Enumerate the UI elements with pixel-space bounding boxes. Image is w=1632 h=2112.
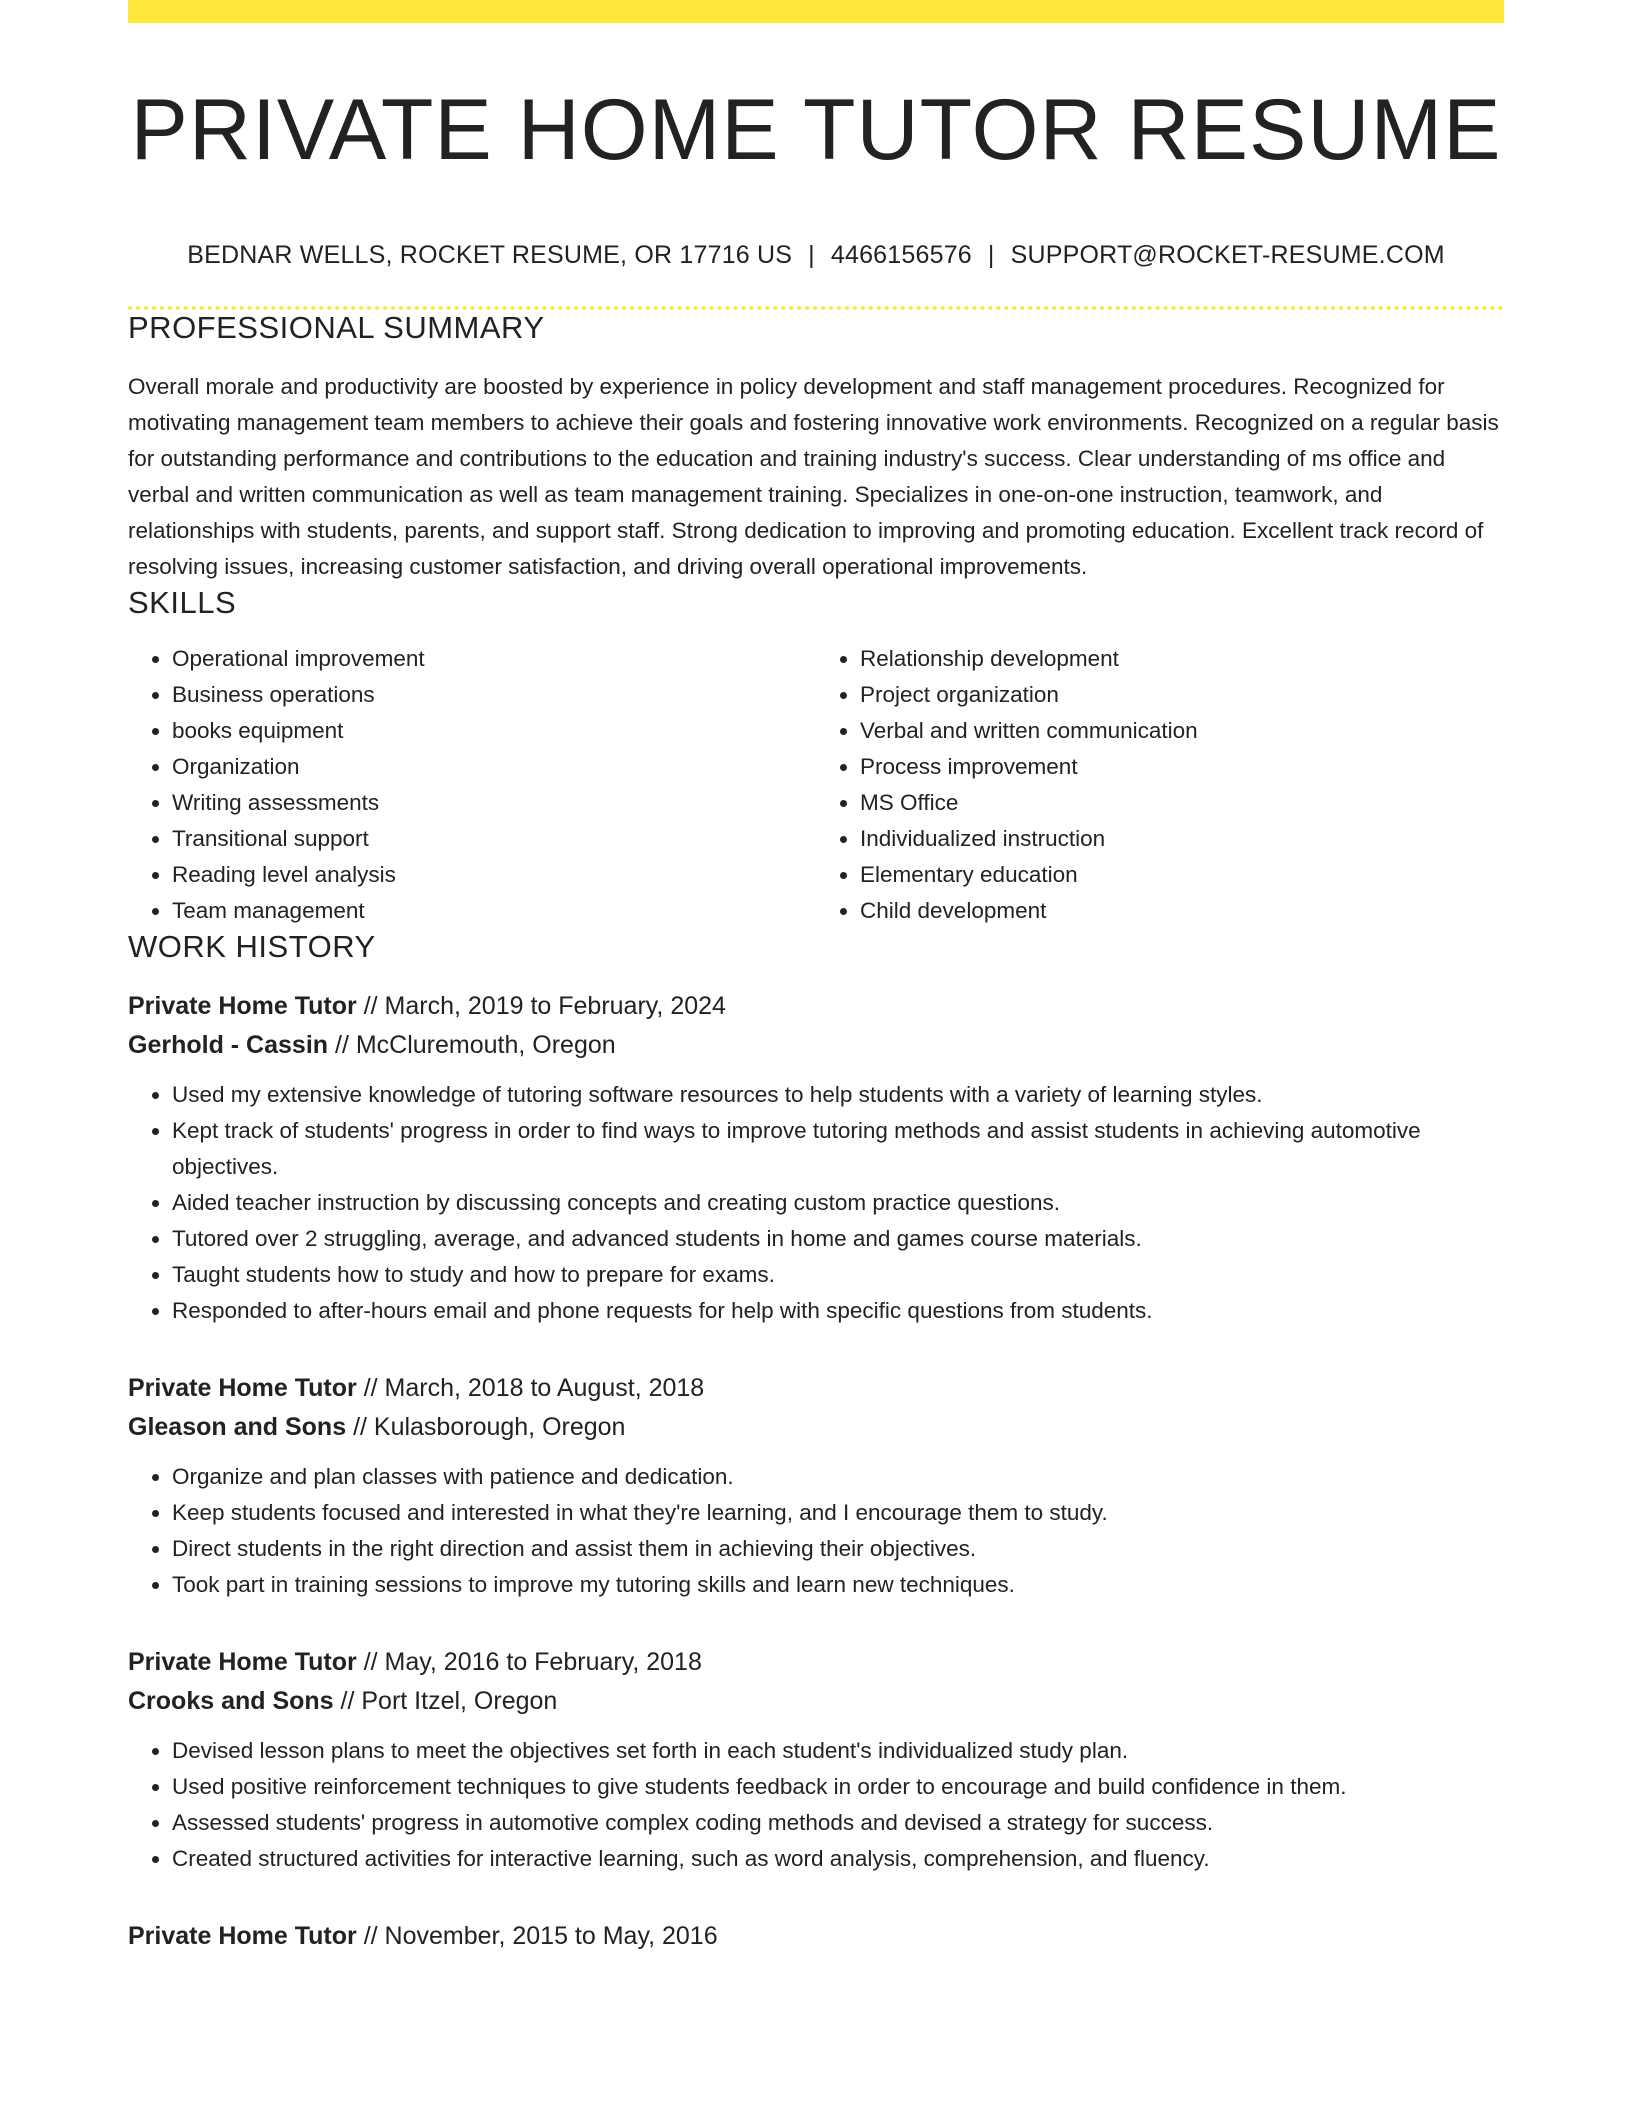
job-company-line: [128, 1682, 1504, 1721]
job-company: Crooks and Sons: [128, 1686, 334, 1715]
job-bullet: • Organize and plan classes with patience and dedication.: [172, 1459, 1504, 1495]
summary-text: Overall morale and productivity are boosted by experience in policy development and staff management procedures. Recognized for motivating management team members to achieve their goals and fostering innovative work environments. Recognized on a regular basis for outstanding performance and contributions to the education and training industry's success. Clear understanding of ms office and verbal and written communication as well as team management training. Specializes in one-on-one instruction, teamwork, and relationships with students, parents, and support staff. Strong dedication to improving and promoting education. Excellent track record of resolving issues, increasing customer satisfaction, and driving overall operational improvements.: [128, 373, 1499, 579]
job-bullet: • Took part in training sessions to improve my tutoring skills and learn new techniques.: [172, 1567, 1504, 1603]
job-location: // Kulasborough, Oregon: [353, 1412, 626, 1441]
contact-separator: |: [808, 240, 815, 269]
skill-item: • Verbal and written communication: [860, 713, 1504, 749]
resume-title: PRIVATE HOME TUTOR RESUME: [130, 82, 1502, 178]
job-company: Gleason and Sons: [128, 1412, 347, 1441]
skill-item: • Team management: [172, 893, 816, 929]
job-bullet: • Created structured activities for interactive learning, such as word analysis, comprehension, and fluency.: [172, 1841, 1504, 1877]
skills-column-left: [128, 641, 816, 929]
job-bullet: • Aided teacher instruction by discussing concepts and creating custom practice questions.: [172, 1185, 1504, 1221]
job-title: Private Home Tutor: [128, 1921, 357, 1950]
skill-item: • Transitional support: [172, 821, 816, 857]
skill-item: • books equipment: [172, 713, 816, 749]
job-company-line: [128, 1026, 1504, 1065]
job-bullet: • Used my extensive knowledge of tutoring software resources to help students with a variety of learning styles.: [172, 1077, 1504, 1113]
job-dates: // March, 2019 to February, 2024: [363, 991, 726, 1020]
skill-item: • Operational improvement: [172, 641, 816, 677]
job-title-line: [128, 987, 1504, 1026]
contact-email: SUPPORT@ROCKET-RESUME.COM: [1010, 240, 1445, 269]
job-title-line: [128, 1917, 1504, 1956]
job-bullet: • Devised lesson plans to meet the objectives set forth in each student's individualized study plan.: [172, 1733, 1504, 1769]
job-entry: [128, 1369, 1504, 1603]
job-bullet: • Taught students how to study and how to prepare for exams.: [172, 1257, 1504, 1293]
contact-address: BEDNAR WELLS, ROCKET RESUME, OR 17716 US: [187, 240, 793, 269]
skills-list: [128, 641, 1504, 929]
job-bullet: • Direct students in the right direction and assist them in achieving their objectives.: [172, 1531, 1504, 1567]
skill-item: • Child development: [860, 893, 1504, 929]
job-bullets: [128, 1459, 1504, 1603]
job-bullets: [128, 1733, 1504, 1877]
job-entry: [128, 1643, 1504, 1877]
skill-item: • Relationship development: [860, 641, 1504, 677]
resume-page: [128, 0, 1504, 1956]
job-bullet: • Tutored over 2 struggling, average, and advanced students in home and games course materials.: [172, 1221, 1504, 1257]
job-title: Private Home Tutor: [128, 1647, 357, 1676]
skill-item: • Individualized instruction: [860, 821, 1504, 857]
skills-heading: SKILLS: [128, 584, 237, 620]
job-dates: // March, 2018 to August, 2018: [363, 1373, 705, 1402]
job-dates: // November, 2015 to May, 2016: [363, 1921, 718, 1950]
work-history-heading: WORK HISTORY: [128, 928, 376, 964]
accent-top-bar: [128, 0, 1504, 23]
job-company-line: [128, 1408, 1504, 1447]
job-title-line: [128, 1643, 1504, 1682]
job-bullet: • Kept track of students' progress in order to find ways to improve tutoring methods and assist students in achieving automotive objectives.: [172, 1113, 1504, 1185]
skill-item: • Reading level analysis: [172, 857, 816, 893]
job-location: // Port Itzel, Oregon: [340, 1686, 558, 1715]
job-dates: // May, 2016 to February, 2018: [363, 1647, 702, 1676]
skill-item: • Process improvement: [860, 749, 1504, 785]
contact-line: [128, 241, 1504, 270]
job-bullet: • Responded to after-hours email and phone requests for help with specific questions from students.: [172, 1293, 1504, 1329]
contact-phone: 4466156576: [830, 240, 972, 269]
job-company: Gerhold - Cassin: [128, 1030, 329, 1059]
job-bullets: [128, 1077, 1504, 1329]
skill-item: • Writing assessments: [172, 785, 816, 821]
job-location: // McCluremouth, Oregon: [335, 1030, 616, 1059]
skill-item: • Elementary education: [860, 857, 1504, 893]
job-entry: [128, 1917, 1504, 1956]
job-title: Private Home Tutor: [128, 1373, 357, 1402]
job-title-line: [128, 1369, 1504, 1408]
summary-heading: PROFESSIONAL SUMMARY: [128, 309, 545, 345]
job-title: Private Home Tutor: [128, 991, 357, 1020]
job-bullet: • Used positive reinforcement techniques to give students feedback in order to encourage and build confidence in them.: [172, 1769, 1504, 1805]
skill-item: • Organization: [172, 749, 816, 785]
skill-item: • Business operations: [172, 677, 816, 713]
skill-item: • MS Office: [860, 785, 1504, 821]
job-bullet: • Assessed students' progress in automotive complex coding methods and devised a strategy for success.: [172, 1805, 1504, 1841]
skills-column-right: [816, 641, 1504, 929]
job-entry: [128, 987, 1504, 1329]
job-bullet: • Keep students focused and interested in what they're learning, and I encourage them to study.: [172, 1495, 1504, 1531]
contact-separator: |: [987, 240, 995, 269]
skill-item: • Project organization: [860, 677, 1504, 713]
